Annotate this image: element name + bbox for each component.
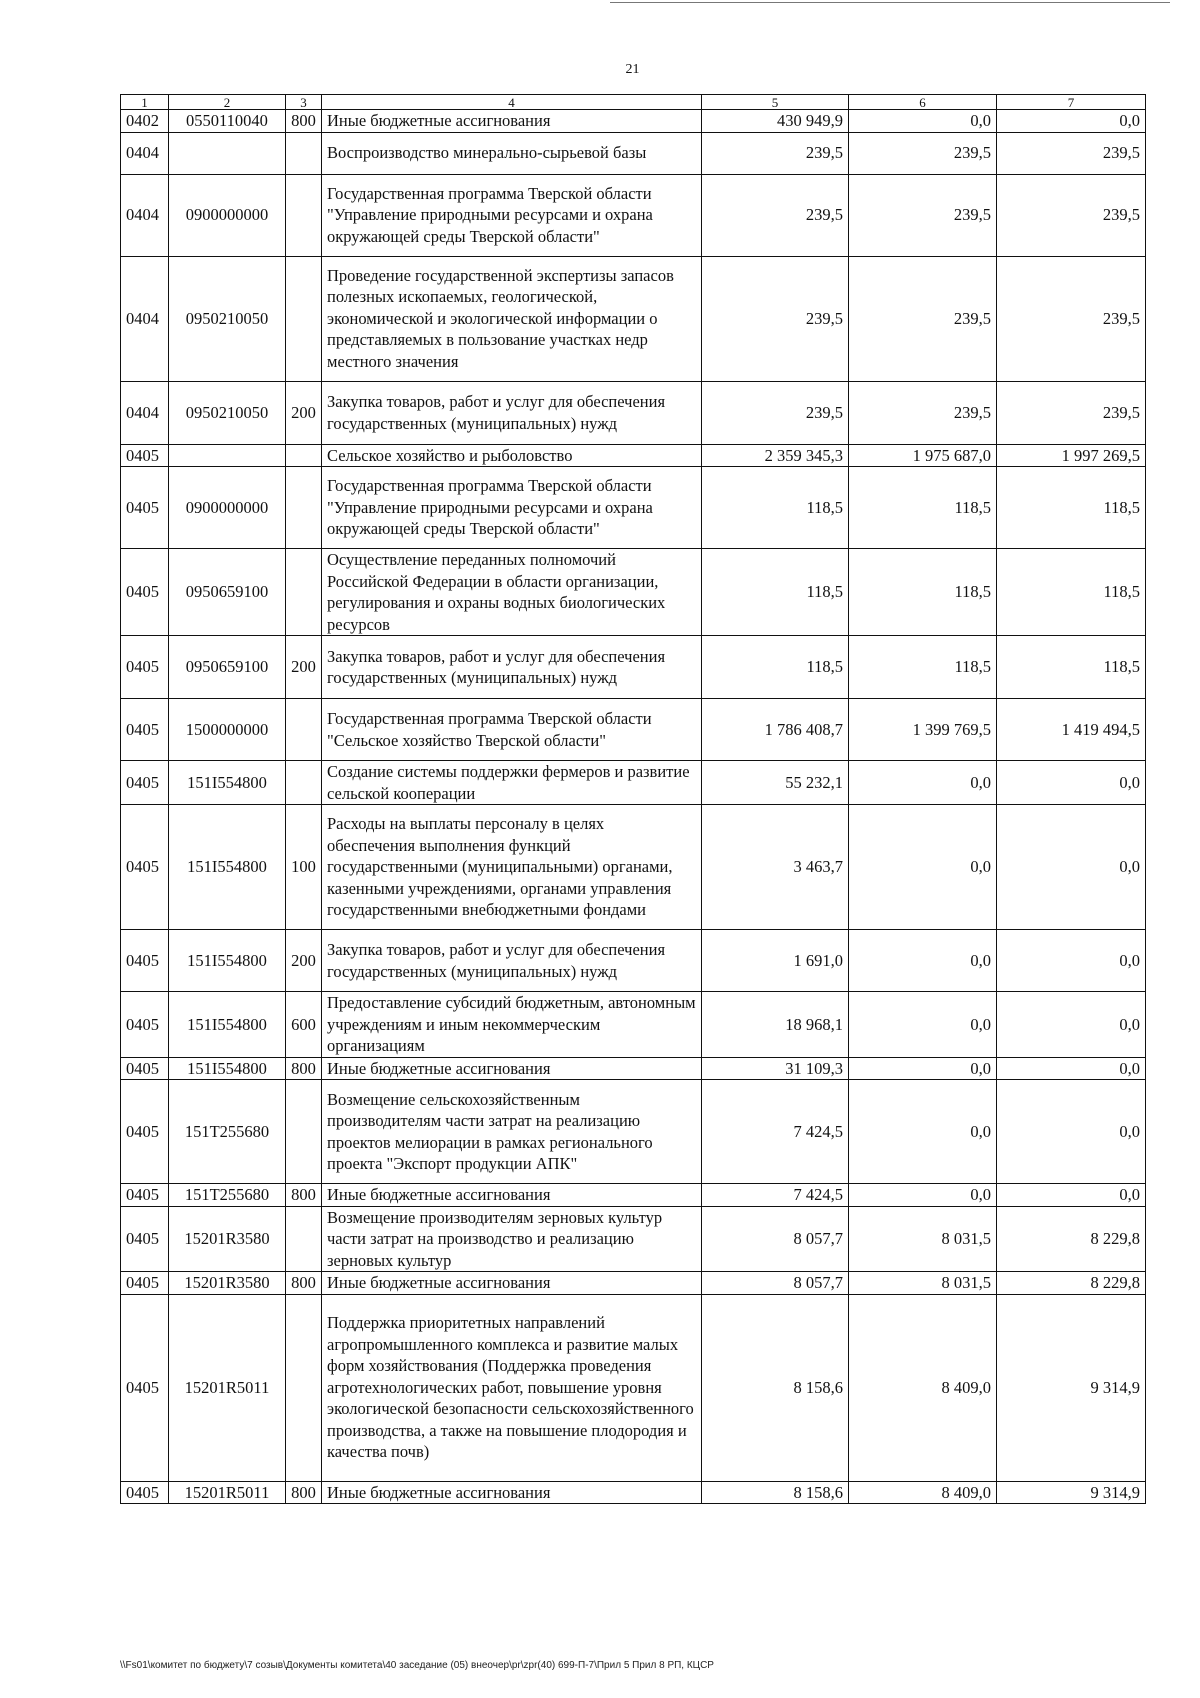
table-row	[121, 1057, 1146, 1080]
amount-col5-cell: 118,5	[702, 549, 849, 636]
section-code-cell: 0405	[121, 1057, 169, 1080]
expense-type-code-cell: 100	[286, 805, 322, 930]
item-name-cell: Осуществление переданных полномочий Российской Федерации в области организации, регулирования и охраны водных биологических ресурсов	[322, 549, 702, 636]
expense-type-code-cell: 200	[286, 930, 322, 992]
target-article-code-cell	[169, 132, 286, 174]
section-code-cell: 0405	[121, 930, 169, 992]
table-row	[121, 1294, 1146, 1481]
target-article-code-cell: 0950210050	[169, 256, 286, 381]
table-row	[121, 132, 1146, 174]
amount-col6-cell: 239,5	[849, 256, 997, 381]
section-code-cell: 0405	[121, 444, 169, 467]
table-row	[121, 1481, 1146, 1504]
amount-col5-cell: 239,5	[702, 174, 849, 256]
item-name-cell: Иные бюджетные ассигнования	[322, 1272, 702, 1295]
amount-col7-cell: 0,0	[997, 805, 1146, 930]
target-article-code-cell: 151I554800	[169, 992, 286, 1058]
target-article-code-cell: 15201R5011	[169, 1481, 286, 1504]
expense-type-code-cell: 800	[286, 110, 322, 133]
table-row	[121, 761, 1146, 805]
item-name-cell: Возмещение производителям зерновых культур части затрат на производство и реализацию зерновых культур	[322, 1206, 702, 1272]
amount-col7-cell: 8 229,8	[997, 1272, 1146, 1295]
target-article-code-cell: 151I554800	[169, 1057, 286, 1080]
section-code-cell: 0405	[121, 992, 169, 1058]
column-header-1: 1	[121, 95, 169, 110]
section-code-cell: 0404	[121, 174, 169, 256]
expense-type-code-cell	[286, 467, 322, 549]
table-row	[121, 467, 1146, 549]
table-row	[121, 256, 1146, 381]
item-name-cell: Иные бюджетные ассигнования	[322, 1057, 702, 1080]
amount-col7-cell: 239,5	[997, 174, 1146, 256]
amount-col5-cell: 8 057,7	[702, 1206, 849, 1272]
amount-col5-cell: 3 463,7	[702, 805, 849, 930]
amount-col5-cell: 118,5	[702, 467, 849, 549]
amount-col6-cell: 239,5	[849, 381, 997, 444]
amount-col5-cell: 55 232,1	[702, 761, 849, 805]
expense-type-code-cell: 200	[286, 636, 322, 699]
amount-col5-cell: 239,5	[702, 132, 849, 174]
amount-col5-cell: 239,5	[702, 381, 849, 444]
section-code-cell: 0405	[121, 1080, 169, 1184]
amount-col7-cell: 8 229,8	[997, 1206, 1146, 1272]
target-article-code-cell: 0950659100	[169, 636, 286, 699]
budget-table	[120, 94, 1146, 1504]
section-code-cell: 0405	[121, 1272, 169, 1295]
amount-col7-cell: 239,5	[997, 381, 1146, 444]
table-row	[121, 110, 1146, 133]
footer-file-path: \\Fs01\комитет по бюджету\7 созыв\Документы комитета\40 заседание (05) внеочер\pr\zpr(40) 699-П-7\Прил 5 Прил 8 РП, КЦСР	[120, 1660, 714, 1671]
amount-col5-cell: 8 158,6	[702, 1294, 849, 1481]
amount-col6-cell: 239,5	[849, 174, 997, 256]
section-code-cell: 0405	[121, 467, 169, 549]
expense-type-code-cell	[286, 1294, 322, 1481]
amount-col6-cell: 239,5	[849, 132, 997, 174]
expense-type-code-cell	[286, 699, 322, 761]
table-row	[121, 992, 1146, 1058]
amount-col5-cell: 2 359 345,3	[702, 444, 849, 467]
amount-col7-cell: 1 997 269,5	[997, 444, 1146, 467]
section-code-cell: 0405	[121, 1184, 169, 1207]
amount-col7-cell: 0,0	[997, 761, 1146, 805]
table-row	[121, 930, 1146, 992]
amount-col7-cell: 1 419 494,5	[997, 699, 1146, 761]
section-code-cell: 0405	[121, 761, 169, 805]
amount-col6-cell: 0,0	[849, 1057, 997, 1080]
column-header-3: 3	[286, 95, 322, 110]
section-code-cell: 0405	[121, 805, 169, 930]
amount-col7-cell: 0,0	[997, 1184, 1146, 1207]
section-code-cell: 0405	[121, 1481, 169, 1504]
amount-col6-cell: 118,5	[849, 467, 997, 549]
amount-col6-cell: 1 399 769,5	[849, 699, 997, 761]
section-code-cell: 0405	[121, 636, 169, 699]
amount-col6-cell: 0,0	[849, 761, 997, 805]
amount-col7-cell: 118,5	[997, 467, 1146, 549]
target-article-code-cell: 15201R5011	[169, 1294, 286, 1481]
target-article-code-cell	[169, 444, 286, 467]
amount-col6-cell: 0,0	[849, 805, 997, 930]
item-name-cell: Закупка товаров, работ и услуг для обеспечения государственных (муниципальных) нужд	[322, 930, 702, 992]
amount-col5-cell: 8 158,6	[702, 1481, 849, 1504]
section-code-cell: 0404	[121, 256, 169, 381]
amount-col7-cell: 0,0	[997, 1057, 1146, 1080]
table-row	[121, 636, 1146, 699]
expense-type-code-cell	[286, 1206, 322, 1272]
item-name-cell: Иные бюджетные ассигнования	[322, 1481, 702, 1504]
amount-col6-cell: 118,5	[849, 636, 997, 699]
amount-col7-cell: 239,5	[997, 256, 1146, 381]
amount-col5-cell: 1 691,0	[702, 930, 849, 992]
expense-type-code-cell: 600	[286, 992, 322, 1058]
column-header-4: 4	[322, 95, 702, 110]
section-code-cell: 0404	[121, 381, 169, 444]
table-row	[121, 1080, 1146, 1184]
target-article-code-cell: 0550110040	[169, 110, 286, 133]
amount-col6-cell: 8 031,5	[849, 1206, 997, 1272]
target-article-code-cell: 0900000000	[169, 174, 286, 256]
amount-col5-cell: 31 109,3	[702, 1057, 849, 1080]
table-body	[121, 110, 1146, 1504]
expense-type-code-cell	[286, 256, 322, 381]
target-article-code-cell: 151T255680	[169, 1080, 286, 1184]
amount-col6-cell: 0,0	[849, 110, 997, 133]
item-name-cell: Сельское хозяйство и рыболовство	[322, 444, 702, 467]
amount-col6-cell: 0,0	[849, 992, 997, 1058]
amount-col5-cell: 430 949,9	[702, 110, 849, 133]
amount-col7-cell: 239,5	[997, 132, 1146, 174]
target-article-code-cell: 15201R3580	[169, 1206, 286, 1272]
expense-type-code-cell: 800	[286, 1184, 322, 1207]
amount-col5-cell: 239,5	[702, 256, 849, 381]
section-code-cell: 0405	[121, 699, 169, 761]
target-article-code-cell: 0900000000	[169, 467, 286, 549]
target-article-code-cell: 1500000000	[169, 699, 286, 761]
item-name-cell: Возмещение сельскохозяйственным производителям части затрат на реализацию проектов мелиорации в рамках регионального проекта "Экспорт продукции АПК"	[322, 1080, 702, 1184]
table-row	[121, 805, 1146, 930]
amount-col5-cell: 7 424,5	[702, 1080, 849, 1184]
section-code-cell: 0402	[121, 110, 169, 133]
amount-col6-cell: 118,5	[849, 549, 997, 636]
table-row	[121, 381, 1146, 444]
header-row	[121, 95, 1146, 110]
expense-type-code-cell: 800	[286, 1057, 322, 1080]
target-article-code-cell: 0950210050	[169, 381, 286, 444]
item-name-cell: Воспроизводство минерально-сырьевой базы	[322, 132, 702, 174]
item-name-cell: Расходы на выплаты персоналу в целях обеспечения выполнения функций государственными (муниципальными) органами, казенными учреждениями, органами управления государственными внебюджетными фондами	[322, 805, 702, 930]
item-name-cell: Закупка товаров, работ и услуг для обеспечения государственных (муниципальных) нужд	[322, 381, 702, 444]
column-header-2: 2	[169, 95, 286, 110]
expense-type-code-cell	[286, 1080, 322, 1184]
expense-type-code-cell	[286, 761, 322, 805]
column-header-6: 6	[849, 95, 997, 110]
section-code-cell: 0405	[121, 1206, 169, 1272]
amount-col7-cell: 0,0	[997, 992, 1146, 1058]
section-code-cell: 0405	[121, 1294, 169, 1481]
amount-col7-cell: 0,0	[997, 110, 1146, 133]
expense-type-code-cell: 200	[286, 381, 322, 444]
table-row	[121, 1272, 1146, 1295]
item-name-cell: Проведение государственной экспертизы запасов полезных ископаемых, геологической, экономической и экологической информации о представляемых в пользование участках недр местного значения	[322, 256, 702, 381]
table-header	[121, 95, 1146, 110]
amount-col7-cell: 9 314,9	[997, 1294, 1146, 1481]
amount-col6-cell: 0,0	[849, 1184, 997, 1207]
amount-col7-cell: 118,5	[997, 636, 1146, 699]
expense-type-code-cell: 800	[286, 1481, 322, 1504]
item-name-cell: Создание системы поддержки фермеров и развитие сельской кооперации	[322, 761, 702, 805]
expense-type-code-cell	[286, 132, 322, 174]
amount-col7-cell: 118,5	[997, 549, 1146, 636]
target-article-code-cell: 0950659100	[169, 549, 286, 636]
item-name-cell: Государственная программа Тверской области "Сельское хозяйство Тверской области"	[322, 699, 702, 761]
item-name-cell: Иные бюджетные ассигнования	[322, 1184, 702, 1207]
amount-col7-cell: 9 314,9	[997, 1481, 1146, 1504]
amount-col7-cell: 0,0	[997, 930, 1146, 992]
expense-type-code-cell	[286, 549, 322, 636]
amount-col5-cell: 118,5	[702, 636, 849, 699]
page-number: 21	[625, 62, 640, 77]
table-row	[121, 444, 1146, 467]
amount-col6-cell: 8 409,0	[849, 1294, 997, 1481]
item-name-cell: Государственная программа Тверской области "Управление природными ресурсами и охрана окружающей среды Тверской области"	[322, 467, 702, 549]
amount-col6-cell: 8 409,0	[849, 1481, 997, 1504]
amount-col6-cell: 0,0	[849, 1080, 997, 1184]
target-article-code-cell: 15201R3580	[169, 1272, 286, 1295]
table-row	[121, 1184, 1146, 1207]
table-row	[121, 699, 1146, 761]
section-code-cell: 0404	[121, 132, 169, 174]
amount-col6-cell: 0,0	[849, 930, 997, 992]
amount-col5-cell: 8 057,7	[702, 1272, 849, 1295]
item-name-cell: Иные бюджетные ассигнования	[322, 110, 702, 133]
amount-col5-cell: 1 786 408,7	[702, 699, 849, 761]
column-header-5: 5	[702, 95, 849, 110]
target-article-code-cell: 151I554800	[169, 761, 286, 805]
amount-col6-cell: 1 975 687,0	[849, 444, 997, 467]
amount-col7-cell: 0,0	[997, 1080, 1146, 1184]
target-article-code-cell: 151I554800	[169, 805, 286, 930]
target-article-code-cell: 151I554800	[169, 930, 286, 992]
column-header-7: 7	[997, 95, 1146, 110]
amount-col5-cell: 7 424,5	[702, 1184, 849, 1207]
table-row	[121, 174, 1146, 256]
amount-col5-cell: 18 968,1	[702, 992, 849, 1058]
table-row	[121, 549, 1146, 636]
target-article-code-cell: 151T255680	[169, 1184, 286, 1207]
table-row	[121, 1206, 1146, 1272]
item-name-cell: Предоставление субсидий бюджетным, автономным учреждениям и иным некоммерческим организациям	[322, 992, 702, 1058]
item-name-cell: Государственная программа Тверской области "Управление природными ресурсами и охрана окружающей среды Тверской области"	[322, 174, 702, 256]
amount-col6-cell: 8 031,5	[849, 1272, 997, 1295]
item-name-cell: Закупка товаров, работ и услуг для обеспечения государственных (муниципальных) нужд	[322, 636, 702, 699]
top-rule	[610, 2, 1170, 3]
expense-type-code-cell: 800	[286, 1272, 322, 1295]
item-name-cell: Поддержка приоритетных направлений агропромышленного комплекса и развитие малых форм хозяйствования (Поддержка проведения агротехнологических работ, повышение уровня экологической безопасности сельскохозяйственного производства, а также на повышение плодородия и качества почв)	[322, 1294, 702, 1481]
expense-type-code-cell	[286, 444, 322, 467]
expense-type-code-cell	[286, 174, 322, 256]
section-code-cell: 0405	[121, 549, 169, 636]
